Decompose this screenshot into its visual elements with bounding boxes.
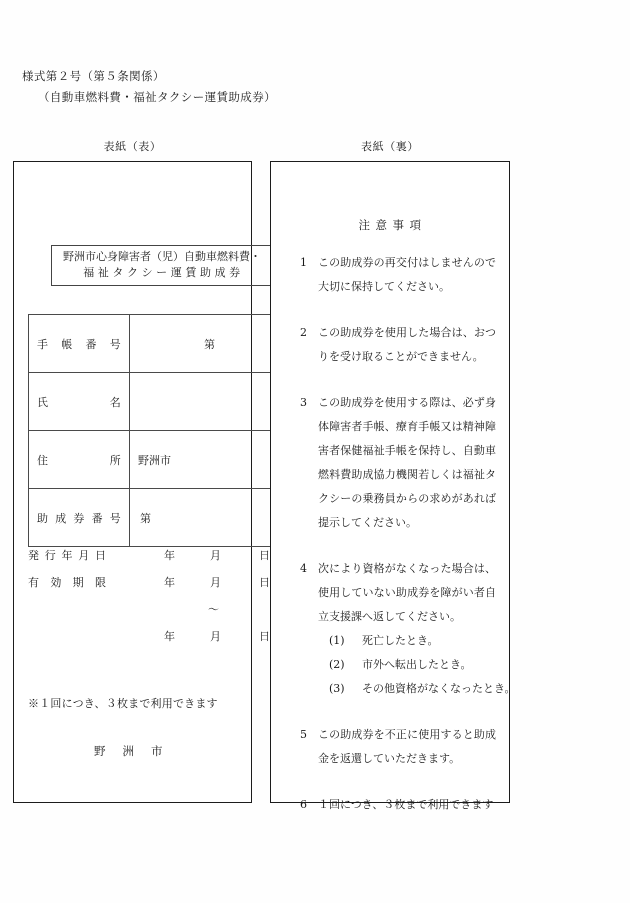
subitem-number: (3) xyxy=(329,682,345,695)
form-header xyxy=(22,66,276,108)
day-marker: 日 xyxy=(259,630,270,643)
expiry-date-row-end xyxy=(28,628,292,655)
subitem-text: 死亡したとき。 xyxy=(362,634,439,647)
dai-marker: 第 xyxy=(140,511,151,525)
subitem-number: (1) xyxy=(329,634,345,647)
table-row xyxy=(29,489,292,547)
expiry-date-row-start xyxy=(28,574,292,601)
form-number-line: 様式第２号（第５条関係） xyxy=(22,69,165,83)
field-label-ticket-number: 助成券番号 xyxy=(29,489,130,547)
notice-text: 次により資格がなくなった場合は、使用していない助成券を障がい者自立支援課へ返してください。 xyxy=(318,562,496,623)
month-marker: 月 xyxy=(210,630,221,643)
year-marker: 年 xyxy=(164,576,175,589)
ticket-title-line-1: 野洲市心身障害者（児）自動車燃料費・ xyxy=(63,250,261,263)
issue-date-label: 発行年月日 xyxy=(28,549,106,562)
list-item xyxy=(300,557,516,701)
month-marker: 月 xyxy=(210,576,221,589)
notice-heading: 注意事項 xyxy=(358,218,427,232)
notice-number: 5 xyxy=(300,728,307,741)
field-value-name[interactable] xyxy=(130,373,292,431)
notice-list xyxy=(300,251,516,839)
list-item xyxy=(300,723,496,771)
issuer-name: 野洲市 xyxy=(94,744,180,758)
notice-number: 2 xyxy=(300,326,307,339)
table-row xyxy=(29,373,292,431)
tilde-marker: 〜 xyxy=(208,603,219,616)
ticket-title-box xyxy=(51,245,273,286)
caption-back-cover: 表紙（裏） xyxy=(361,140,419,153)
field-label-techo-number: 手帳番号 xyxy=(29,315,130,373)
front-cover-card xyxy=(13,161,270,803)
notice-text: この助成券を使用する際は、必ず身体障害者手帳、療育手帳又は精神障害者保健福祉手帳を保持し、自動車燃料費助成協力機関若しくは福祉タクシーの乗務員からの求めがあれば提示してください。 xyxy=(318,396,496,529)
list-item xyxy=(329,677,516,701)
field-label-name: 氏名 xyxy=(29,373,130,431)
dai-marker: 第 xyxy=(204,337,215,351)
form-subtitle-line: （自動車燃料費・福祉タクシー運賃助成券） xyxy=(38,90,276,104)
table-row xyxy=(29,315,292,373)
field-text-address: 野洲市 xyxy=(138,453,171,467)
notice-text: １回につき、３枚まで利用できます xyxy=(318,798,494,811)
field-value-address[interactable] xyxy=(130,431,292,489)
notice-number: 3 xyxy=(300,396,307,409)
year-marker: 年 xyxy=(164,630,175,643)
table-row xyxy=(29,431,292,489)
list-item xyxy=(300,793,496,817)
front-usage-note: ※１回につき、３枚まで利用できます xyxy=(28,697,218,710)
ticket-title-line-2: 福祉タクシー運賃助成券 xyxy=(83,266,244,279)
notice-number: 4 xyxy=(300,562,307,575)
field-label-address: 住所 xyxy=(29,431,130,489)
day-marker: 日 xyxy=(259,576,270,589)
notice-text: この助成券を使用した場合は、おつりを受け取ることができません。 xyxy=(318,326,496,363)
caption-front-cover: 表紙（表） xyxy=(103,140,162,153)
expiry-range-tilde-row xyxy=(28,601,292,628)
year-marker: 年 xyxy=(164,549,175,562)
back-cover-card xyxy=(270,161,516,811)
notice-number: 1 xyxy=(300,256,307,269)
notice-number: 6 xyxy=(300,798,307,811)
list-item xyxy=(329,629,496,653)
notice-text: この助成券を不正に使用すると助成金を返還していただきます。 xyxy=(318,728,496,765)
list-item xyxy=(329,653,496,677)
expiry-date-label: 有効期限 xyxy=(28,576,106,589)
list-item xyxy=(300,251,496,299)
field-value-techo-number[interactable] xyxy=(130,315,292,373)
subitem-text: 市外へ転出したとき。 xyxy=(362,658,472,671)
notice-text: この助成券の再交付はしませんので大切に保持してください。 xyxy=(318,256,496,293)
list-item xyxy=(300,321,496,369)
field-value-ticket-number[interactable] xyxy=(130,489,292,547)
issue-date-row xyxy=(28,547,292,574)
holder-field-table xyxy=(28,314,292,547)
subitem-number: (2) xyxy=(329,658,345,671)
subitem-text: その他資格がなくなったとき。 xyxy=(362,682,516,695)
notice-sublist xyxy=(318,629,516,701)
day-marker: 日 xyxy=(259,549,270,562)
month-marker: 月 xyxy=(210,549,221,562)
date-block xyxy=(28,547,292,655)
list-item xyxy=(300,391,496,535)
